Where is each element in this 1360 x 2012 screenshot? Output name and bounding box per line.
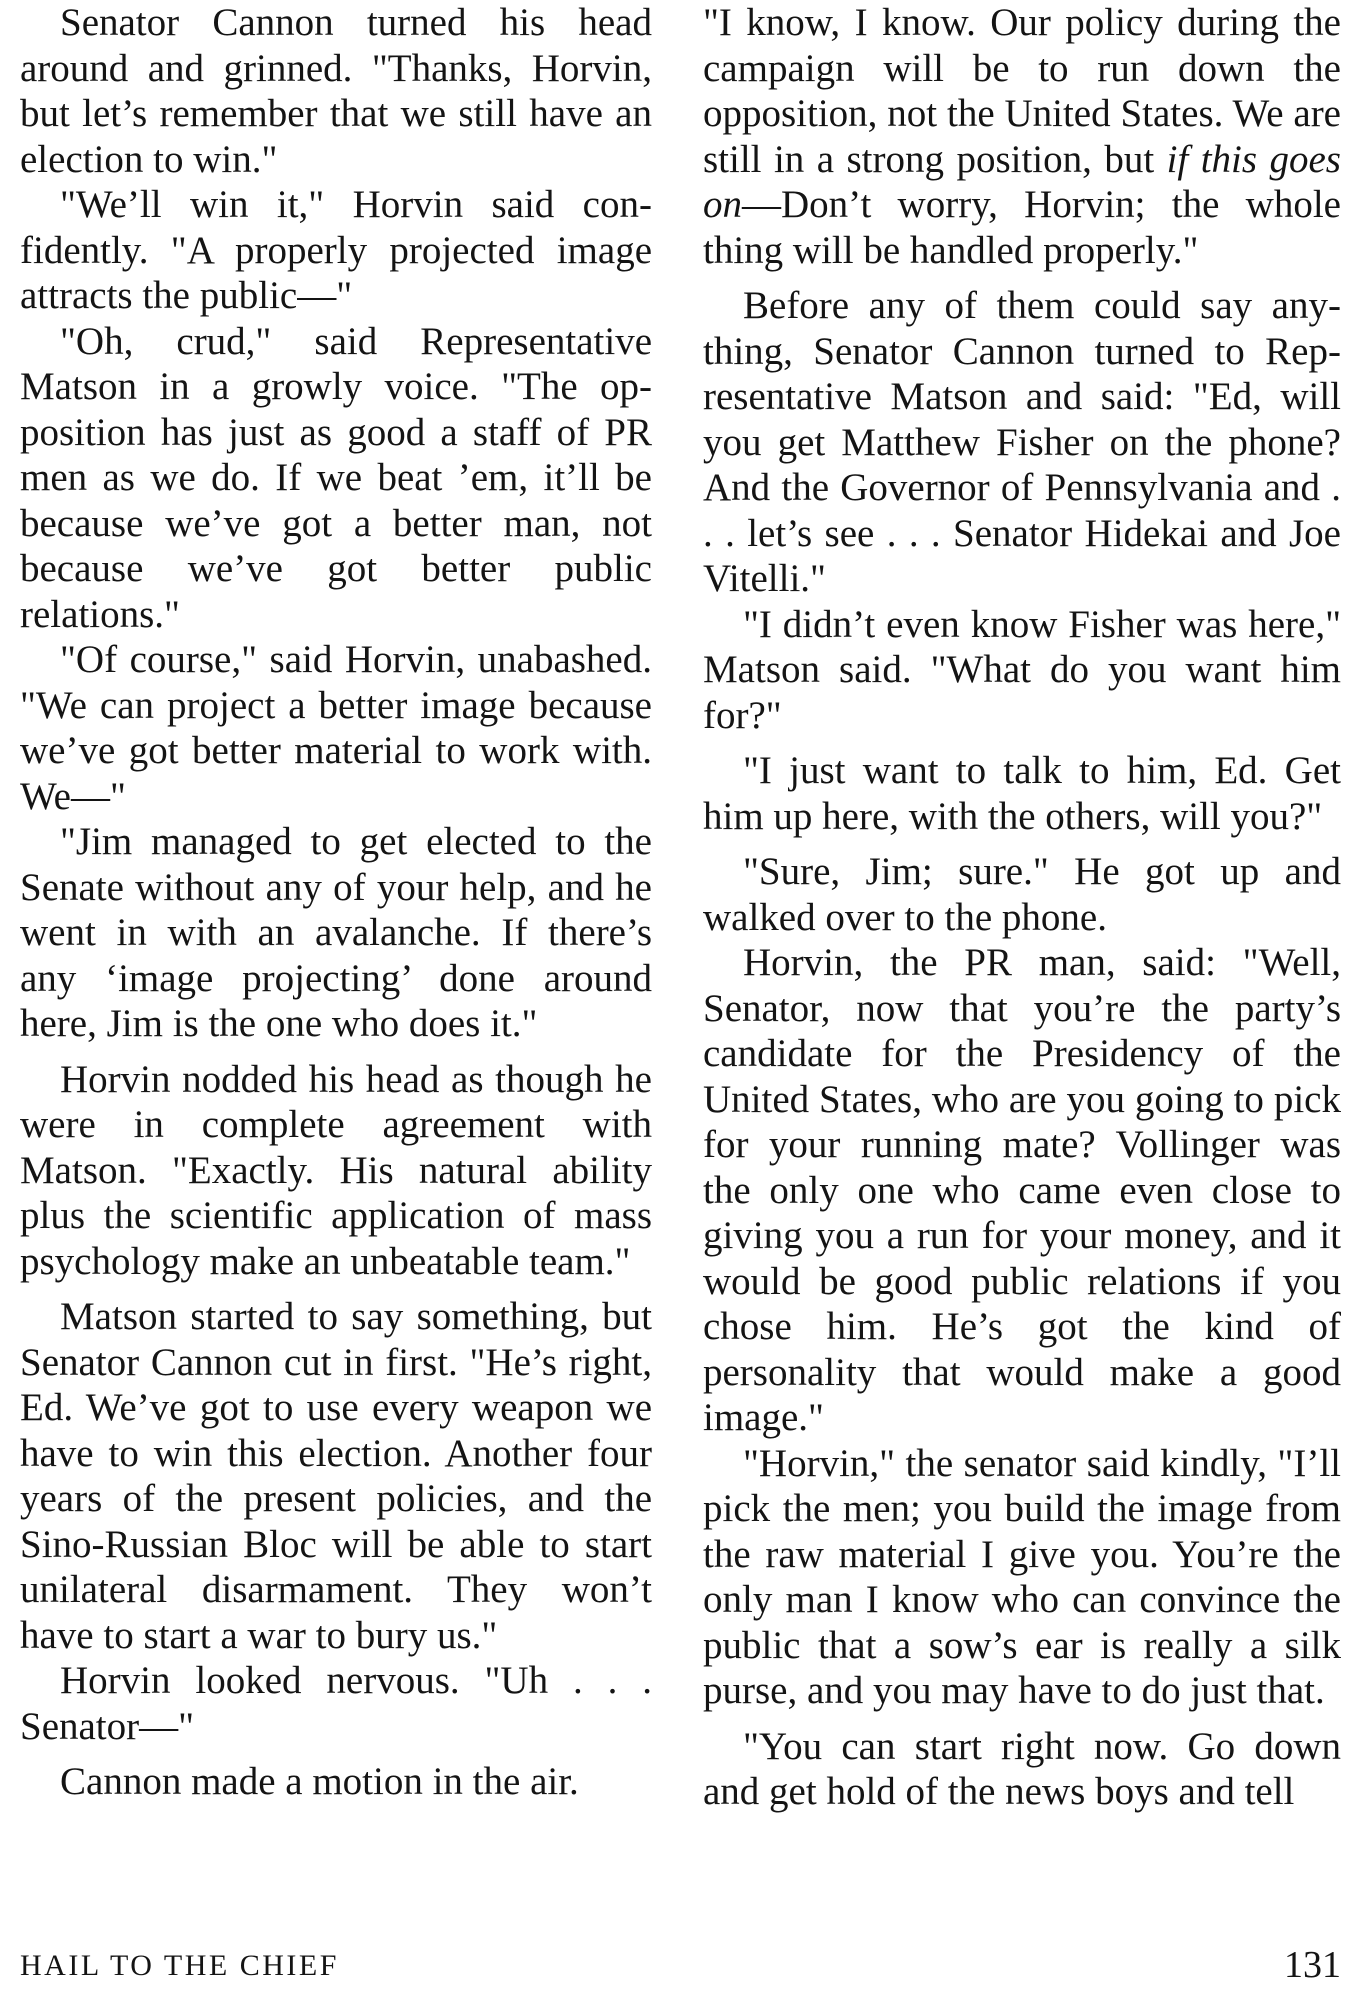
paragraph: "Horvin," the senator said kindly, "I’ll pick the men; you build the image from the raw material I give you. You’re the only man I know who can convince the public that a sow’s ear is really a silk purse, and you may have to do just that. bbox=[703, 1441, 1341, 1712]
paragraph: Horvin looked nervous. "Uh . . . Senator—" bbox=[20, 1659, 652, 1748]
paragraph-text: —Don’t worry, Horvin; the whole thing will be handled properly." bbox=[703, 183, 1341, 272]
page-number: 131 bbox=[1284, 1944, 1341, 1986]
paragraph: Horvin, the PR man, said: "Well, Senator, now that you’re the party’s candidate for the Presidency of the United States, who are you going to pick for your running mate? Vollinger was the only one who came even close to giving you a run for your money, and it would be good public relations if you chose him. He’s got the kind of personality that would make a good image." bbox=[703, 941, 1341, 1439]
paragraph-text: "I know, I know. Our policy during the campaign will be to run down the opposition, not the United States. We are still in a strong position, but bbox=[703, 1, 1341, 181]
left-text-column bbox=[20, 0, 652, 1805]
italic-phrase: if this goes on bbox=[703, 137, 1341, 226]
paragraph: Senator Cannon turned his head around and grinned. "Thanks, Horvin, but let’s remember that we still have an election to win." bbox=[20, 1, 652, 181]
paragraph: "Sure, Jim; sure." He got up and walked over to the phone. bbox=[703, 850, 1341, 939]
paragraph: "Jim managed to get elected to the Senate without any of your help, and he went in with an avalanche. If there’s any ‘image projecting’ done around here, Jim is the one who does it." bbox=[20, 820, 652, 1045]
paragraph: "I just want to talk to him, Ed. Get him up here, with the others, will you?" bbox=[703, 749, 1341, 838]
right-text-column bbox=[703, 0, 1341, 1815]
paragraph: Matson started to say something, but Senator Cannon cut in first. "He’s right, Ed. We’ve got to use every weapon we have to win this election. Another four years of the present policies, and the Sino-Russian Bloc will be able to start unilateral disarmament. They won’t have to start a war to bury us." bbox=[20, 1295, 652, 1657]
paragraph: "Oh, crud," said Representative Matson in a growly voice. "The opposition has just as good a staff of PR men as we do. If we beat ’em, it’ll be because we’ve got a better man, not because we’ve got better public relations." bbox=[20, 319, 652, 636]
paragraph: "I didn’t even know Fisher was here," Matson said. "What do you want him for?" bbox=[703, 602, 1341, 737]
paragraph: "We’ll win it," Horvin said confidently. "A properly projected image attracts the public—" bbox=[20, 183, 652, 317]
paragraph: Cannon made a motion in the air. bbox=[60, 1760, 579, 1803]
paragraph-with-italic bbox=[703, 0, 1341, 273]
paragraph: "Of course," said Horvin, unabashed. "We can project a better image because we’ve got better material to work with. We—" bbox=[20, 638, 652, 818]
paragraph: Horvin nodded his head as though he were in complete agreement with Matson. "Exactly. His natural ability plus the scientific application of mass psychology make an unbeatable team." bbox=[20, 1057, 652, 1283]
running-head: HAIL TO THE CHIEF bbox=[20, 1949, 339, 1982]
page-footer bbox=[20, 1943, 1341, 1993]
paragraph: "You can start right now. Go down and get hold of the news boys and tell bbox=[703, 1724, 1341, 1813]
paragraph: Before any of them could say anything, Senator Cannon turned to Representative Matson and said: "Ed, will you get Matthew Fisher on the phone? And the Governor of Pennsylvania and . . . let’s see . . . Senator Hidekai and Joe Vitelli." bbox=[703, 284, 1341, 600]
